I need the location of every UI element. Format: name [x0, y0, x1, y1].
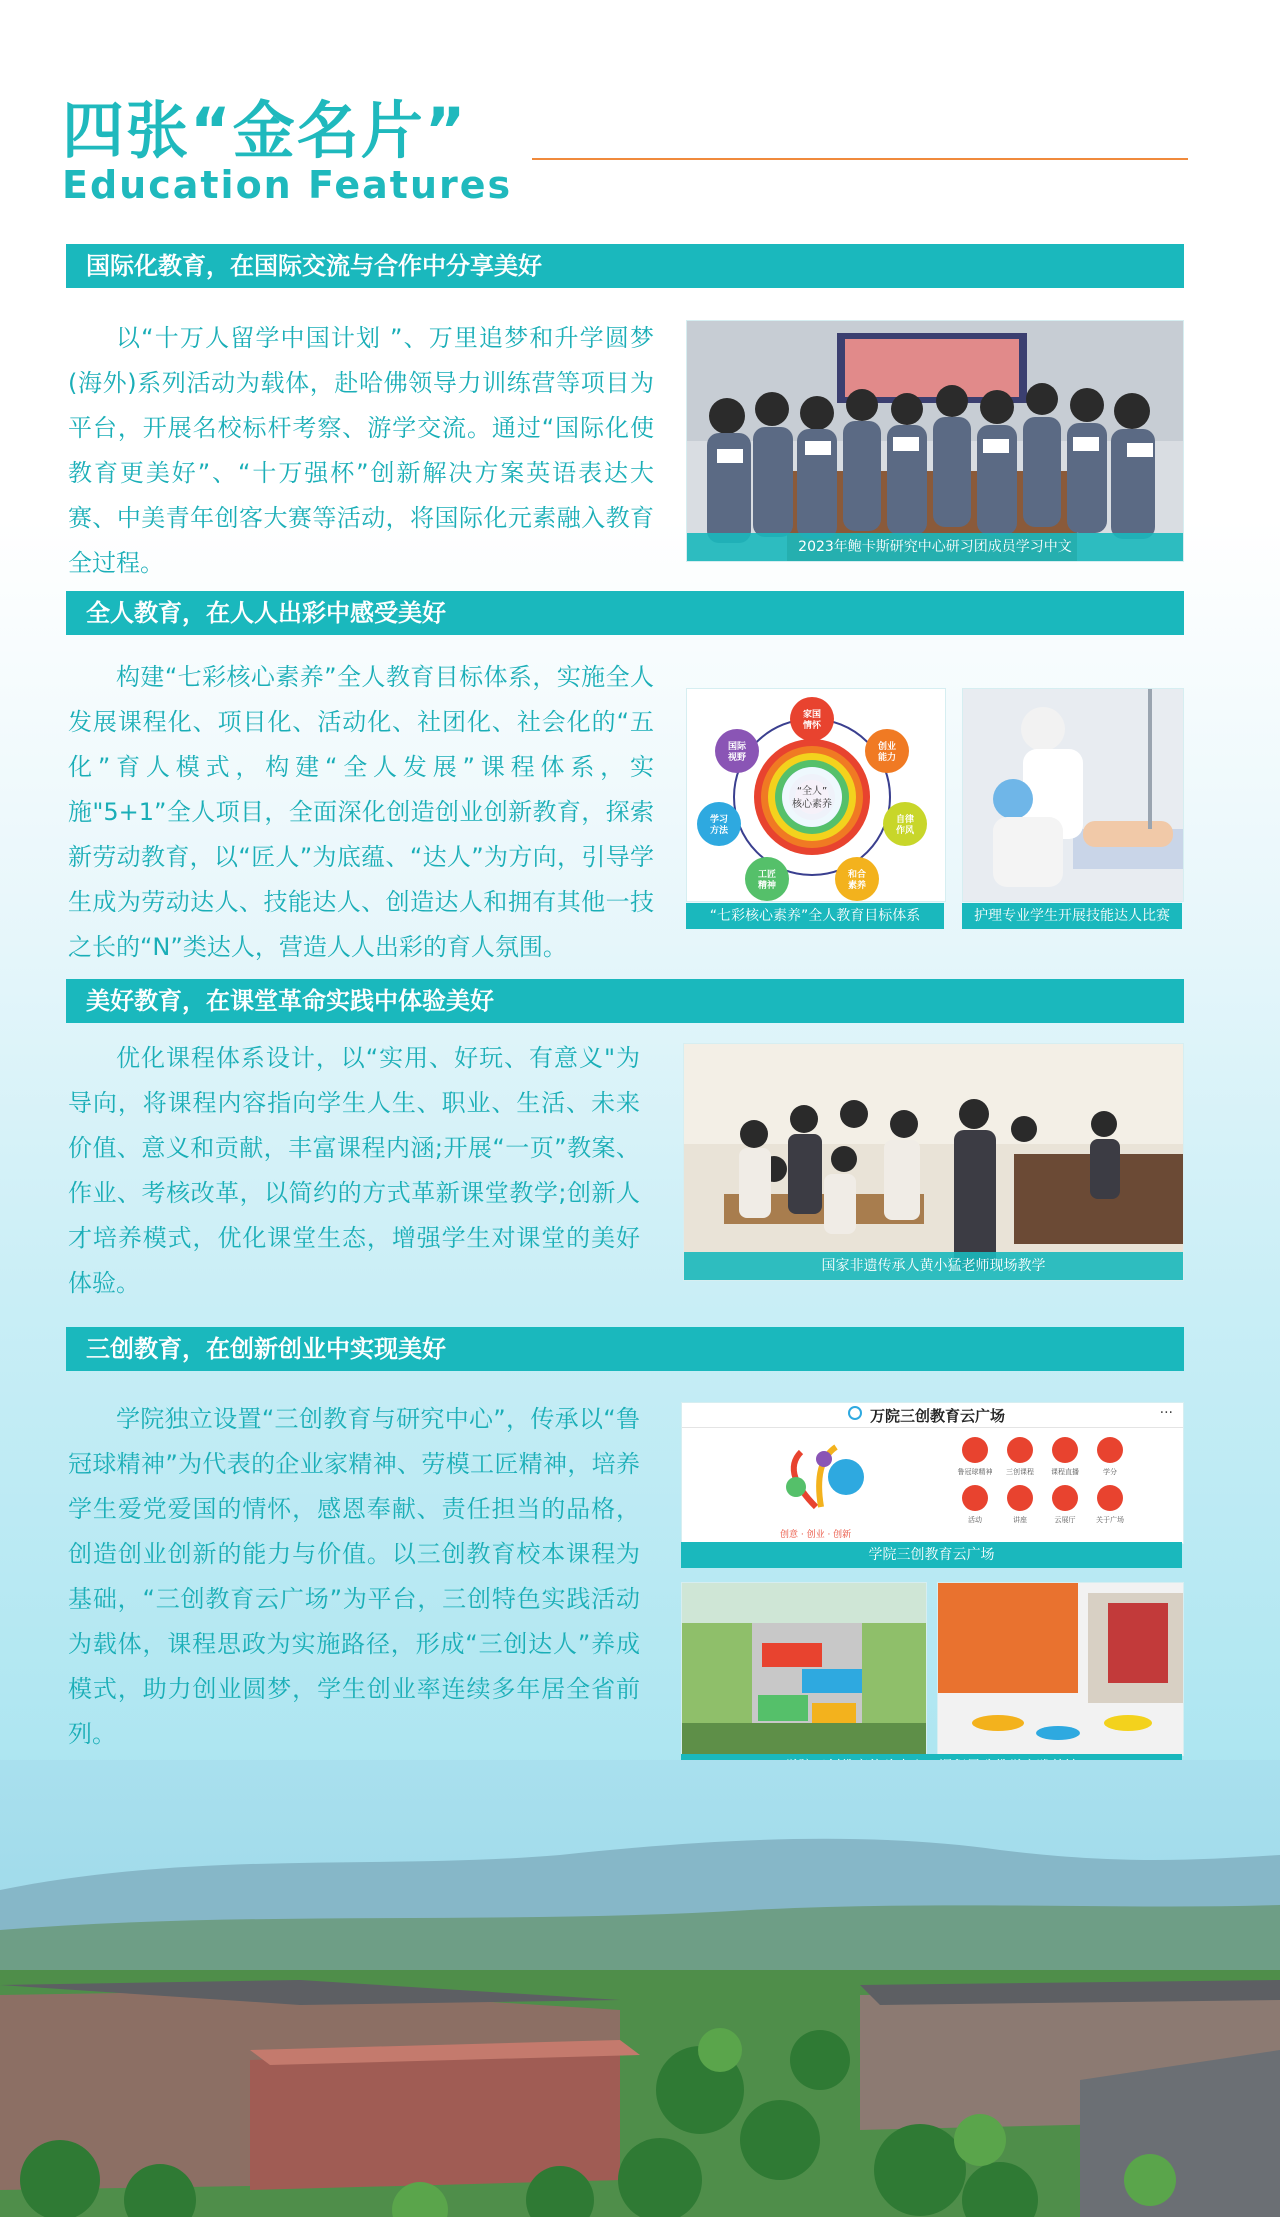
classroom-illustration: [684, 1044, 1183, 1280]
svg-text:创业: 创业: [877, 742, 897, 752]
svg-text:情怀: 情怀: [802, 721, 822, 731]
app-icon-label: 活动: [968, 1516, 982, 1524]
photo-caption: 学院三创教育云广场: [681, 1542, 1182, 1568]
photo-caption: 护理专业学生开展技能达人比赛: [962, 903, 1182, 929]
svg-text:视野: 视野: [727, 753, 747, 763]
app-icon-label: 云展厅: [1054, 1516, 1076, 1524]
photo-caption: 2023年鲍卡斯研究中心研习团成员学习中文: [687, 533, 1183, 561]
section-text-classroom: 优化课程体系设计，以“实用、好玩、有意义"为导向，将课程内容指向学生人生、职业、生活、未来价值、意义和贡献，丰富课程内涵;开展“一页”教案、作业、考核改革，以简约的方式革新课堂教学;创新人才培养模式，优化课堂生态，增强学生对课堂的美好体验。: [68, 1044, 640, 1297]
outdoor-illustration: [682, 1583, 926, 1755]
section-text-international: 以“十万人留学中国计划 ”、万里追梦和升学圆梦(海外)系列活动为载体，赴哈佛领导力训练营等项目为平台，开展名校标杆考察、游学交流。通过“国际化使教育更美好”、“十万强杯”创新解决方案英语表达大赛、中美青年创客大赛等活动，将国际化元素融入教育全过程。: [68, 324, 654, 577]
title-divider: [532, 158, 1188, 160]
credit-icon: [1097, 1437, 1123, 1463]
campus-aerial-view: [0, 1760, 1280, 2217]
app-header: [682, 1403, 1183, 1428]
campus-illustration: [0, 1760, 1280, 2217]
svg-text:“全人”: “全人”: [796, 786, 828, 797]
app-icon-item[interactable]: [950, 1485, 1000, 1525]
section-heading-classroom: 美好教育，在课堂革命实践中体验美好: [66, 979, 1184, 1023]
course-icon: [1007, 1437, 1033, 1463]
svg-text:素养: 素养: [847, 881, 867, 891]
page-subtitle: Education Features: [62, 163, 513, 207]
app-brand-text: 创意 · 创业 · 创新: [780, 1530, 852, 1540]
app-icon-item[interactable]: [995, 1437, 1045, 1477]
svg-text:学习: 学习: [709, 815, 729, 825]
app-screenshot-cloud-square: [681, 1402, 1184, 1544]
svg-text:方法: 方法: [709, 826, 729, 836]
seven-color-diagram: [686, 688, 946, 902]
photo-nursing-competition: [962, 688, 1184, 902]
app-icon-item[interactable]: [950, 1437, 1000, 1477]
app-icon-item[interactable]: [995, 1485, 1045, 1525]
app-icon-label: 鲁冠球精神: [957, 1468, 993, 1476]
svg-text:能力: 能力: [877, 753, 897, 763]
app-brand-logo: [766, 1437, 876, 1527]
page-title: 四张“金名片”: [62, 94, 468, 167]
indoor-illustration: [938, 1583, 1183, 1755]
app-icon-label: 讲座: [1013, 1516, 1027, 1524]
activity-icon: [962, 1485, 988, 1511]
section-heading-international: 国际化教育，在国际交流与合作中分享美好: [66, 244, 1184, 288]
svg-text:家国: 家国: [802, 710, 822, 720]
svg-text:自律: 自律: [895, 815, 915, 825]
seven-color-rings: [687, 689, 945, 901]
photo-experience-center-outdoor: [681, 1582, 927, 1756]
section-heading-whole-person: 全人教育，在人人出彩中感受美好: [66, 591, 1184, 635]
spirit-icon: [962, 1437, 988, 1463]
photo-heritage-teaching: [683, 1043, 1184, 1281]
svg-text:精神: 精神: [757, 881, 777, 891]
exhibit-icon: [1052, 1485, 1078, 1511]
section-heading-entrepreneurship: 三创教育，在创新创业中实现美好: [66, 1327, 1184, 1371]
photo-international-students: [686, 320, 1184, 562]
students-illustration: [687, 321, 1183, 561]
photo-experience-center-indoor: [937, 1582, 1184, 1756]
svg-text:和合: 和合: [847, 870, 867, 880]
section-text-entrepreneurship: 学院独立设置“三创教育与研究中心”，传承以“鲁冠球精神”为代表的企业家精神、劳模工匠精神，培养学生爱党爱国的情怀，感恩奉献、责任担当的品格，创造创业创新的能力与价值。以三创教育校本课程为基础，“三创教育云广场”为平台，三创特色实践活动为载体，课程思政为实施路径，形成“三创达人”养成模式，助力创业圆梦，学生创业率连续多年居全省前列。: [68, 1405, 640, 1748]
app-icon-item[interactable]: [1040, 1485, 1090, 1525]
svg-text:作风: 作风: [895, 826, 915, 836]
lecture-icon: [1007, 1485, 1033, 1511]
svg-text:核心素养: 核心素养: [792, 799, 832, 810]
photo-caption: 国家非遗传承人黄小猛老师现场教学: [684, 1252, 1183, 1280]
nursing-illustration: [963, 689, 1183, 901]
app-icon-label: 关于广场: [1096, 1516, 1124, 1524]
app-icon-label: 三创课程: [1006, 1468, 1034, 1476]
svg-text:国际: 国际: [727, 742, 747, 752]
live-icon: [1052, 1437, 1078, 1463]
app-icon-label: 学分: [1103, 1468, 1117, 1476]
app-logo-icon: [848, 1406, 862, 1420]
app-icon-item[interactable]: [1085, 1485, 1135, 1525]
about-icon: [1097, 1485, 1123, 1511]
photo-caption: “七彩核心素养”全人教育目标体系: [686, 903, 944, 929]
app-icon-label: 课程直播: [1051, 1468, 1079, 1476]
section-text-whole-person: 构建“七彩核心素养”全人教育目标体系，实施全人发展课程化、项目化、活动化、社团化、社会化的“五化”育人模式，构建“全人发展”课程体系，实施"5+1”全人项目，全面深化创造创业创新教育，探索新劳动教育，以“匠人”为底蕴、“达人”为方向，引导学生成为劳动达人、技能达人、创造达人和拥有其他一技之长的“N”类达人，营造人人出彩的育人氛围。: [68, 663, 654, 961]
app-title: 万院三创教育云广场: [870, 1407, 1006, 1425]
app-icon-item[interactable]: [1040, 1437, 1090, 1477]
app-icon-item[interactable]: [1085, 1437, 1135, 1477]
svg-text:工匠: 工匠: [757, 870, 777, 880]
more-menu-icon[interactable]: ···: [1159, 1405, 1173, 1421]
